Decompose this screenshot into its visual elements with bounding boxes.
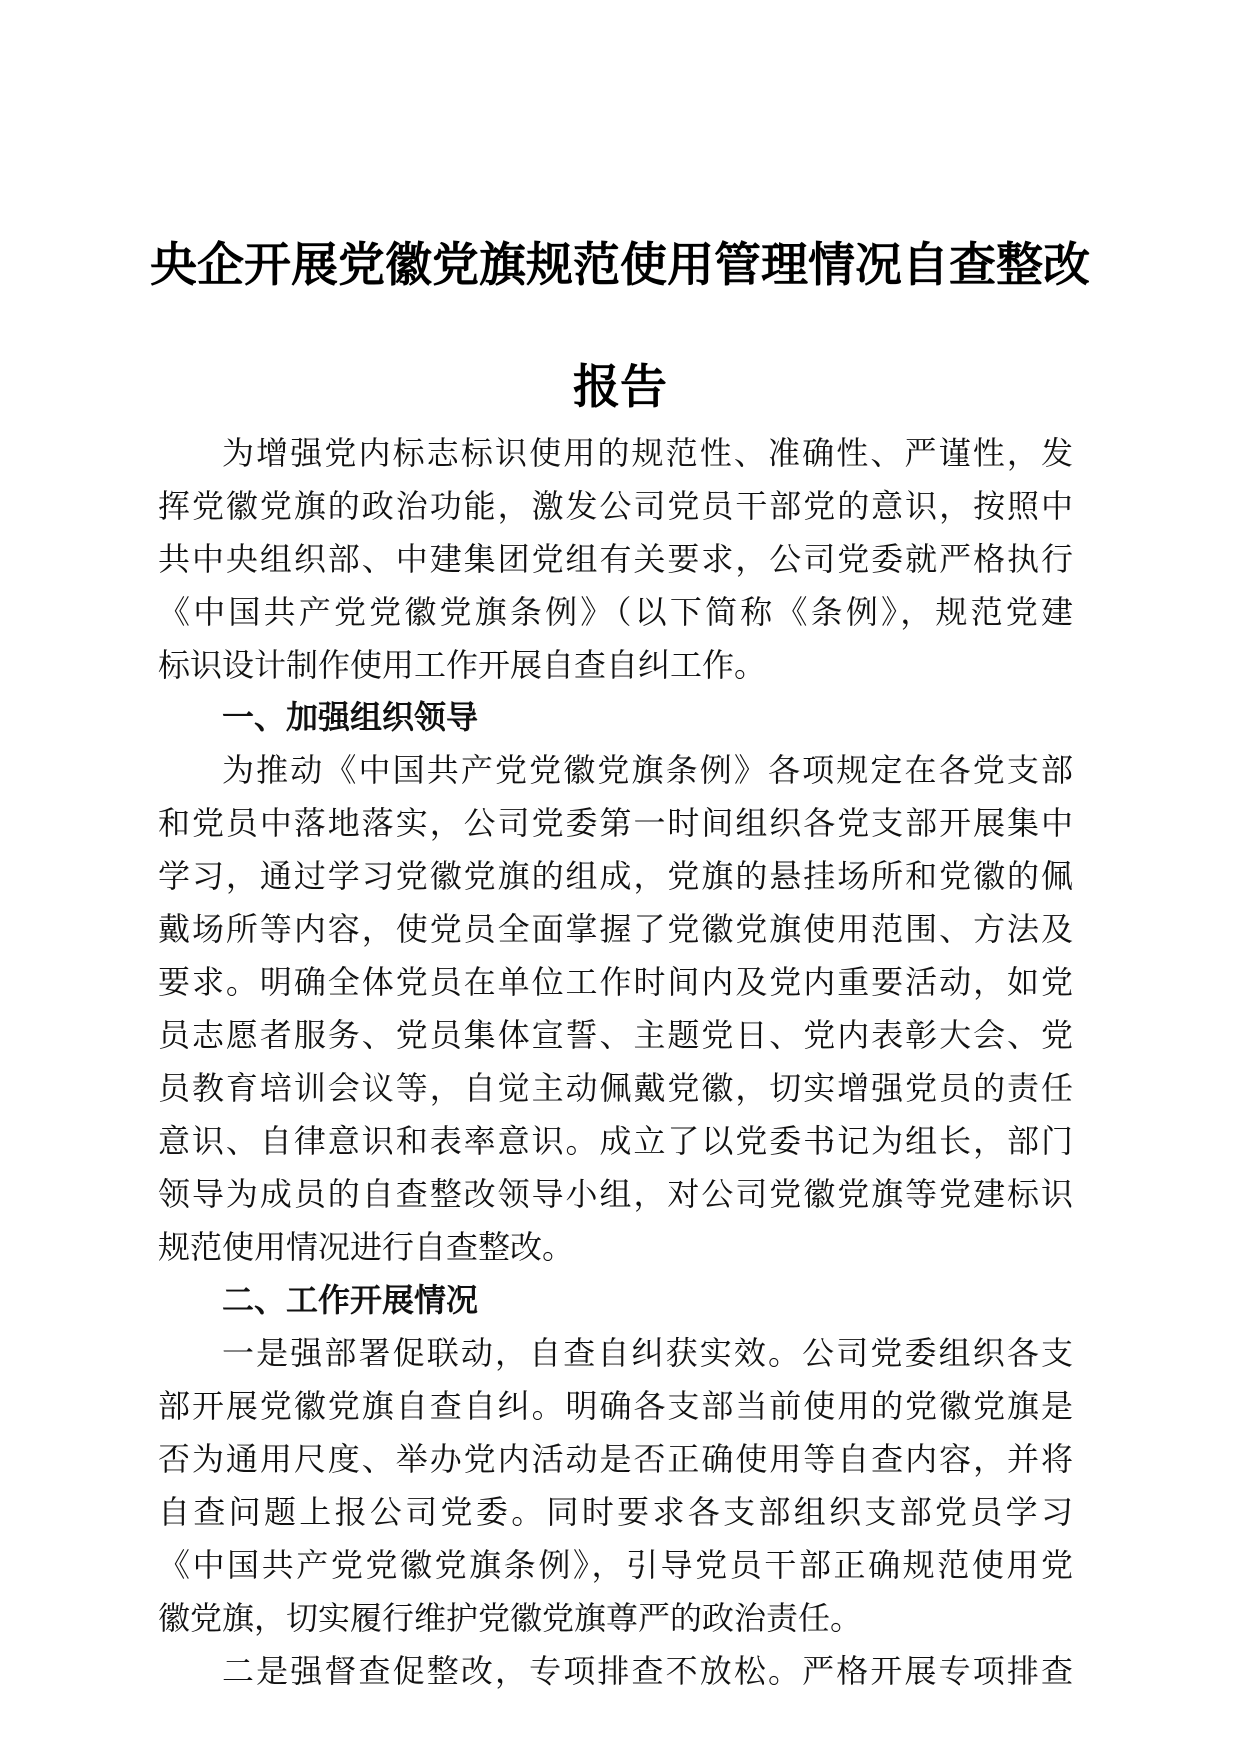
paragraph-line: 标识设计制作使用工作开展自查自纠工作。 [158,646,767,684]
paragraph-line: 《中国共产党党徽党旗条例》（以下简称《条例》，规范党建 [158,593,1073,631]
section-heading-2: 二、工作开展情况 [222,1281,479,1319]
paragraph-line: 规范使用情况进行自查整改。 [158,1228,575,1266]
paragraph-line: 《中国共产党党徽党旗条例》，引导党员干部正确规范使用党 [158,1546,1073,1584]
paragraph-line: 要求。明确全体党员在单位工作时间内及党内重要活动，如党 [158,963,1073,1001]
paragraph-line: 共中央组织部、中建集团党组有关要求，公司党委就严格执行 [158,540,1073,578]
paragraph-line: 和党员中落地落实，公司党委第一时间组织各党支部开展集中 [158,804,1073,842]
section-heading-1: 一、加强组织领导 [222,698,479,736]
paragraph-line: 领导为成员的自查整改领导小组，对公司党徽党旗等党建标识 [158,1175,1073,1213]
paragraph-line: 二是强督查促整改，专项排查不放松。严格开展专项排查 [222,1652,1073,1690]
paragraph-line: 为推动《中国共产党党徽党旗条例》各项规定在各党支部 [222,751,1073,789]
paragraph-line: 员教育培训会议等，自觉主动佩戴党徽，切实增强党员的责任 [158,1069,1073,1107]
document-title-line-2: 报告 [573,360,667,415]
document-title-line-1: 央企开展党徽党旗规范使用管理情况自查整改 [150,238,1090,293]
paragraph-line: 一是强部署促联动，自查自纠获实效。公司党委组织各支 [222,1334,1073,1372]
paragraph-line: 戴场所等内容，使党员全面掌握了党徽党旗使用范围、方法及 [158,910,1073,948]
paragraph-line: 员志愿者服务、党员集体宣誓、主题党日、党内表彰大会、党 [158,1016,1073,1054]
paragraph-line: 徽党旗，切实履行维护党徽党旗尊严的政治责任。 [158,1599,863,1637]
paragraph-line: 为增强党内标志标识使用的规范性、准确性、严谨性，发 [222,434,1073,472]
paragraph-line: 挥党徽党旗的政治功能，激发公司党员干部党的意识，按照中 [158,487,1073,525]
paragraph-line: 意识、自律意识和表率意识。成立了以党委书记为组长，部门 [158,1122,1073,1160]
paragraph-line: 否为通用尺度、举办党内活动是否正确使用等自查内容，并将 [158,1440,1073,1478]
paragraph-line: 部开展党徽党旗自查自纠。明确各支部当前使用的党徽党旗是 [158,1387,1073,1425]
paragraph-line: 学习，通过学习党徽党旗的组成，党旗的悬挂场所和党徽的佩 [158,857,1073,895]
paragraph-line: 自查问题上报公司党委。同时要求各支部组织支部党员学习 [158,1493,1073,1531]
